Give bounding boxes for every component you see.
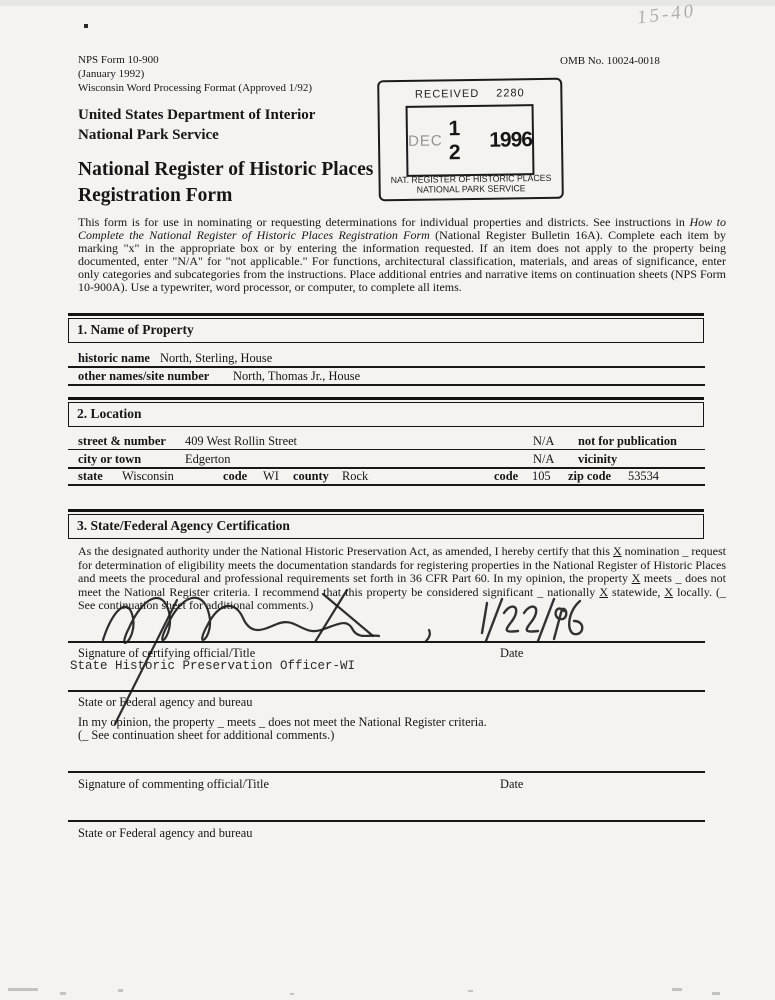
city-na: N/A <box>533 452 555 466</box>
stamp-received-code: 2280 <box>496 87 525 100</box>
department-line1: United States Department of Interior <box>78 107 316 123</box>
rule-line <box>68 366 705 368</box>
scan-noise <box>672 988 682 991</box>
agency-bureau-label-2: State or Federal agency and bureau <box>78 826 253 840</box>
section-3-header <box>68 509 704 539</box>
scan-noise <box>118 989 123 992</box>
stamp-received-row <box>379 87 560 102</box>
rule-line <box>68 384 705 386</box>
state-value: Wisconsin <box>122 469 174 483</box>
scan-noise <box>290 993 294 995</box>
stamp-org-line1: NAT. REGISTER OF HISTORIC PLACES <box>390 172 552 185</box>
cert-text-2: nomination _ request for determination of eligibility meets the documentation standards for registering properties in the National Register of Historic Places and meets the procedural and professional requirements set forth in 36 CFR Part 60. In my opinion, the property <box>78 544 726 585</box>
state-code-value: WI <box>263 469 279 483</box>
cert-text-4: statewide, <box>608 584 665 599</box>
omb-number: OMB No. 10024-0018 <box>560 55 660 67</box>
state-label: state <box>78 469 103 483</box>
street-na: N/A <box>533 434 555 448</box>
page-title <box>78 157 373 209</box>
stamp-date-box <box>406 104 535 177</box>
rule-line <box>68 484 705 486</box>
typed-official-title: State Historic Preservation Officer-WI <box>70 659 356 673</box>
historic-name-value: North, Sterling, House <box>160 351 273 365</box>
intro-text-2: (National Register Bulletin 16A). Complete each item by marking "x" in the appropriate box or by entering the information requested. If an item does not apply to the property being documented, enter "N/A" for "not applicable." For functions, architectural classification, materials, and areas of significance, enter only categories and subcategories from the instructions. Place additional entries and narrative items on continuation sheets (NPS Form 10-900A). Use a typewriter, word processor, or computer, to complete all items. <box>78 227 726 294</box>
agency-bureau-label: State or Federal agency and bureau <box>78 695 253 709</box>
other-names-label: other names/site number <box>78 369 210 383</box>
not-for-publication-label: not for publication <box>578 434 677 448</box>
scan-noise <box>712 992 720 995</box>
cert-text-1: As the designated authority under the National Historic Preservation Act, as amended, I hereby certify that this <box>78 544 613 558</box>
section-2-title: 2. Location <box>77 406 142 421</box>
form-date: (January 1992) <box>78 67 145 80</box>
opinion-line-1: In my opinion, the property _ meets _ does not meet the National Register criteria. <box>78 715 487 729</box>
department-line2: National Park Service <box>78 126 219 143</box>
intro-text-1: This form is for use in nominating or requesting determinations for individual properties and districts. See instructions in <box>78 215 690 229</box>
department-heading <box>78 106 315 145</box>
stamp-org-lines <box>383 173 559 196</box>
state-code-label: code <box>223 469 248 483</box>
rule-line <box>68 449 705 450</box>
section-2-box <box>68 402 704 427</box>
scan-noise <box>468 990 473 992</box>
title-line2: Registration Form <box>78 184 233 206</box>
city-label: city or town <box>78 452 142 466</box>
pencil-annotation: 15-40 <box>635 0 698 29</box>
cert-x-statewide: X <box>599 584 608 599</box>
section-1-header <box>68 313 704 343</box>
certifying-date-label: Date <box>500 646 524 660</box>
section-3-title: 3. State/Federal Agency Certification <box>77 518 290 533</box>
vicinity-label: vicinity <box>578 452 618 466</box>
street-value: 409 West Rollin Street <box>185 434 298 448</box>
cert-x-nomination: X <box>612 544 622 558</box>
instructions-paragraph <box>78 216 726 294</box>
handwritten-date <box>470 593 590 648</box>
form-header <box>78 54 312 96</box>
form-number: NPS Form 10-900 <box>78 54 159 66</box>
stamp-date-year: 1996 <box>489 127 533 152</box>
opinion-line-2: (_ See continuation sheet for additional comments.) <box>78 728 335 742</box>
city-value: Edgerton <box>185 452 231 466</box>
zip-label: zip code <box>568 469 612 483</box>
section-2-rule <box>68 397 704 400</box>
stamp-date-day: 1 2 <box>448 116 463 164</box>
zip-value: 53534 <box>628 469 659 483</box>
cert-x-meets: X <box>631 571 641 585</box>
commenting-signature-line <box>68 771 705 773</box>
county-value: Rock <box>342 469 369 483</box>
section-3-box <box>68 514 704 539</box>
agency-line <box>68 690 705 692</box>
scan-noise <box>60 992 66 995</box>
cert-text-3: meets _ does not meet the National Register criteria. I recommend that this property be considered significant _ nationally <box>78 571 726 599</box>
section-2-header <box>68 397 704 427</box>
intro-italic-title: How to Complete the National Register of Historic Places Registration Form <box>78 215 726 242</box>
county-label: county <box>293 469 329 483</box>
street-label: street & number <box>78 434 166 448</box>
section-1-box <box>68 318 704 343</box>
historic-name-label: historic name <box>78 351 150 365</box>
scan-noise <box>8 988 38 991</box>
other-names-value: North, Thomas Jr., House <box>233 369 361 383</box>
cert-x-locally: X <box>664 584 674 599</box>
stamp-received-label: RECEIVED <box>414 87 480 101</box>
section-1-rule <box>68 313 704 316</box>
section-1-title: 1. Name of Property <box>77 322 194 337</box>
county-code-value: 105 <box>532 469 551 483</box>
commenting-date-label: Date <box>500 777 524 791</box>
scan-speck <box>84 24 88 28</box>
signature-line <box>68 641 705 643</box>
agency-line-2 <box>68 820 705 822</box>
commenting-signature-label: Signature of commenting official/Title <box>78 777 269 791</box>
title-line1: National Register of Historic Places <box>78 159 374 180</box>
stamp-date-month: DEC <box>407 132 443 150</box>
received-stamp <box>377 78 564 202</box>
form-format: Wisconsin Word Processing Format (Approved 1/92) <box>78 81 313 94</box>
certifying-signature-label: Signature of certifying official/Title <box>78 646 256 660</box>
stamp-org-line2: NATIONAL PARK SERVICE <box>416 183 526 195</box>
cert-text-5: locally. (_ See continuation sheet for additional comments.) <box>78 584 726 612</box>
county-code-label: code <box>494 469 519 483</box>
section-3-rule <box>68 509 704 512</box>
